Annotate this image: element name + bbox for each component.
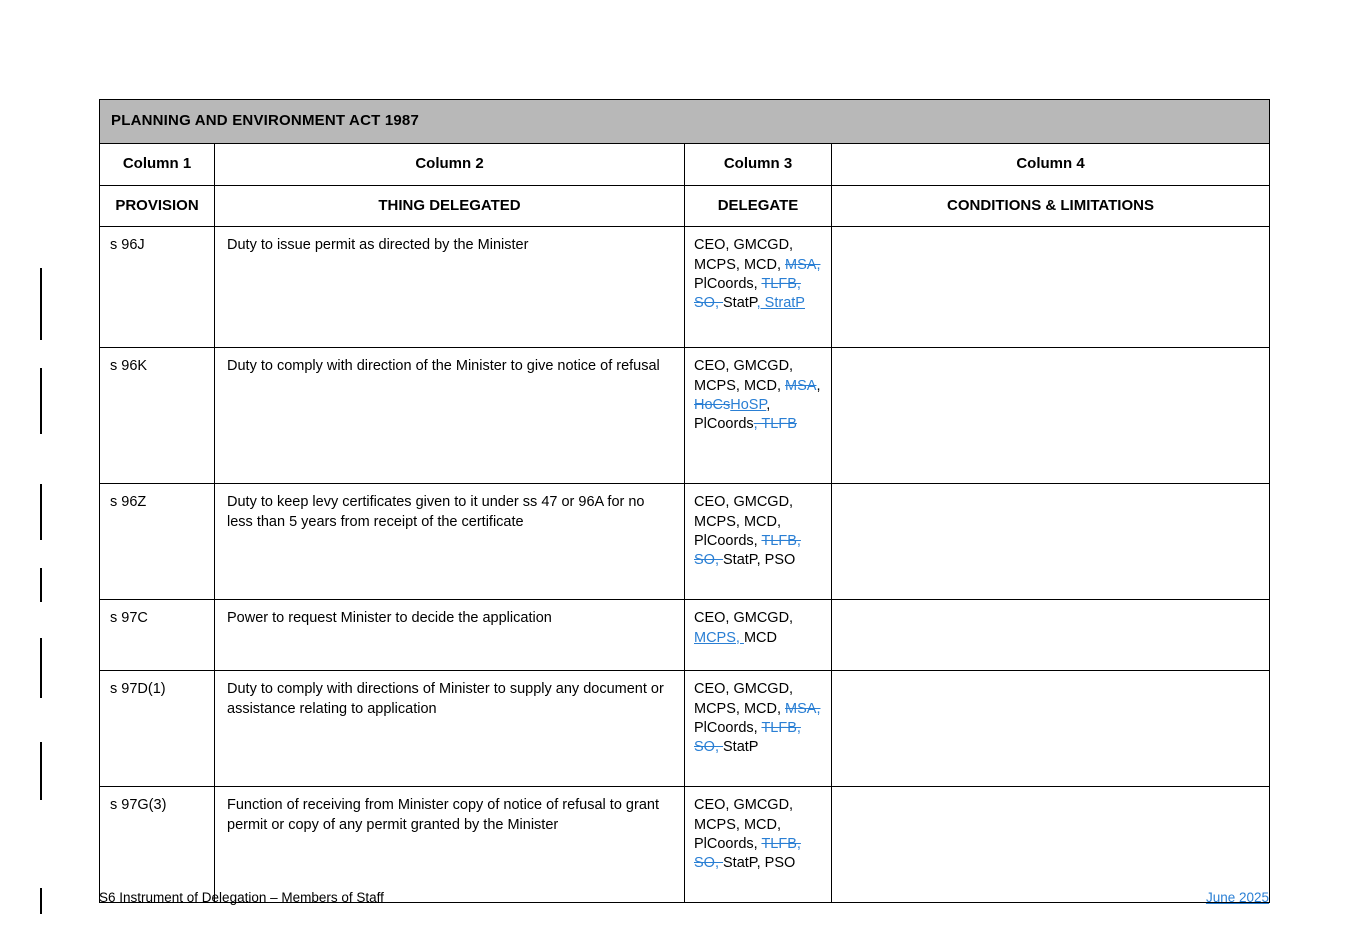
change-bar	[40, 368, 42, 434]
delegate-fragment-deleted: HoCs	[694, 396, 731, 413]
change-bar	[40, 888, 42, 914]
delegate-fragment-deleted: MSA,	[785, 256, 821, 273]
cell-thing-delegated: Duty to issue permit as directed by the Minister	[215, 227, 685, 348]
footer-left-text: S6 Instrument of Delegation – Members of Staff	[99, 890, 384, 905]
column-number-row	[100, 143, 1270, 185]
delegate-fragment-deleted: , TLFB	[753, 415, 797, 432]
cell-provision: s 97D(1)	[100, 671, 215, 787]
column-number-1: Column 1	[100, 143, 215, 185]
act-title: PLANNING AND ENVIRONMENT ACT 1987	[100, 100, 1270, 144]
delegate-fragment-normal: MCD	[743, 629, 777, 646]
column-number-4: Column 4	[832, 143, 1270, 185]
cell-provision: s 97C	[100, 600, 215, 671]
cell-provision: s 96Z	[100, 484, 215, 600]
cell-thing-delegated: Duty to comply with direction of the Minister to give notice of refusal	[215, 348, 685, 484]
cell-delegate	[685, 348, 832, 484]
delegate-fragment-inserted: , StratP	[756, 294, 805, 311]
cell-conditions	[832, 787, 1270, 903]
delegate-fragment-normal: StatP, PSO	[723, 854, 796, 871]
table-row	[100, 227, 1270, 348]
change-bar	[40, 268, 42, 340]
delegate-fragment-deleted: TLFB, SO,	[694, 532, 801, 568]
cell-thing-delegated: Function of receiving from Minister copy of notice of refusal to grant permit or copy of any permit granted by the Minister	[215, 787, 685, 903]
cell-thing-delegated: Duty to comply with directions of Minister to supply any document or assistance relating to application	[215, 671, 685, 787]
column-heading-provision: PROVISION	[100, 185, 215, 227]
cell-provision: s 96K	[100, 348, 215, 484]
column-heading-thing-delegated: THING DELEGATED	[215, 185, 685, 227]
table-row	[100, 671, 1270, 787]
delegate-fragment-deleted: TLFB, SO,	[694, 275, 801, 311]
cell-delegate	[685, 227, 832, 348]
delegate-fragment-deleted: TLFB, SO,	[694, 719, 801, 755]
cell-conditions	[832, 484, 1270, 600]
cell-provision: s 96J	[100, 227, 215, 348]
change-bar	[40, 742, 42, 800]
change-bar	[40, 484, 42, 540]
table-row	[100, 484, 1270, 600]
cell-delegate	[685, 671, 832, 787]
delegate-fragment-normal: PlCoords,	[694, 719, 762, 736]
delegate-fragment-normal: StatP	[723, 294, 757, 311]
delegate-fragment-deleted: MSA,	[785, 700, 821, 717]
cell-conditions	[832, 600, 1270, 671]
delegate-fragment-normal: , PlCoords	[694, 396, 771, 432]
footer-date[interactable]: June 2025	[1205, 890, 1269, 905]
column-heading-conditions: CONDITIONS & LIMITATIONS	[832, 185, 1270, 227]
delegate-fragment-normal: CEO, GMCGD, MCPS, MCD,	[694, 681, 794, 717]
delegate-fragment-normal: ,	[816, 377, 821, 394]
column-number-2: Column 2	[215, 143, 685, 185]
delegate-fragment-normal: CEO, GMCGD, MCPS, MCD, PlCoords,	[694, 494, 794, 549]
change-bar	[40, 638, 42, 698]
cell-provision: s 97G(3)	[100, 787, 215, 903]
cell-delegate	[685, 484, 832, 600]
table-row	[100, 600, 1270, 671]
change-bar	[40, 568, 42, 602]
delegate-fragment-normal: CEO, GMCGD,	[694, 610, 794, 627]
delegate-fragment-normal: CEO, GMCGD, MCPS, MCD,	[694, 237, 794, 273]
cell-thing-delegated: Power to request Minister to decide the application	[215, 600, 685, 671]
delegate-fragment-normal: CEO, GMCGD, MCPS, MCD, PlCoords,	[694, 797, 794, 852]
delegate-fragment-normal: StatP, PSO	[723, 551, 796, 568]
cell-conditions	[832, 227, 1270, 348]
table-row	[100, 787, 1270, 903]
cell-thing-delegated: Duty to keep levy certificates given to it under ss 47 or 96A for no less than 5 years from receipt of the certificate	[215, 484, 685, 600]
column-heading-row	[100, 185, 1270, 227]
cell-delegate	[685, 600, 832, 671]
column-number-3: Column 3	[685, 143, 832, 185]
delegate-fragment-inserted: HoSP	[730, 396, 767, 413]
delegate-fragment-deleted: MSA	[785, 377, 817, 394]
delegate-fragment-normal: PlCoords,	[694, 275, 762, 292]
cell-conditions	[832, 671, 1270, 787]
table-body	[100, 227, 1270, 903]
table-row	[100, 348, 1270, 484]
delegation-table	[99, 99, 1270, 903]
cell-conditions	[832, 348, 1270, 484]
delegate-fragment-normal: CEO, GMCGD, MCPS, MCD,	[694, 358, 794, 394]
page-footer	[99, 890, 1269, 905]
delegate-fragment-normal: StatP	[723, 738, 759, 755]
delegate-fragment-deleted: TLFB, SO,	[694, 835, 801, 871]
column-heading-delegate: DELEGATE	[685, 185, 832, 227]
act-title-row	[100, 100, 1270, 144]
cell-delegate	[685, 787, 832, 903]
delegate-fragment-inserted: MCPS,	[694, 629, 744, 646]
